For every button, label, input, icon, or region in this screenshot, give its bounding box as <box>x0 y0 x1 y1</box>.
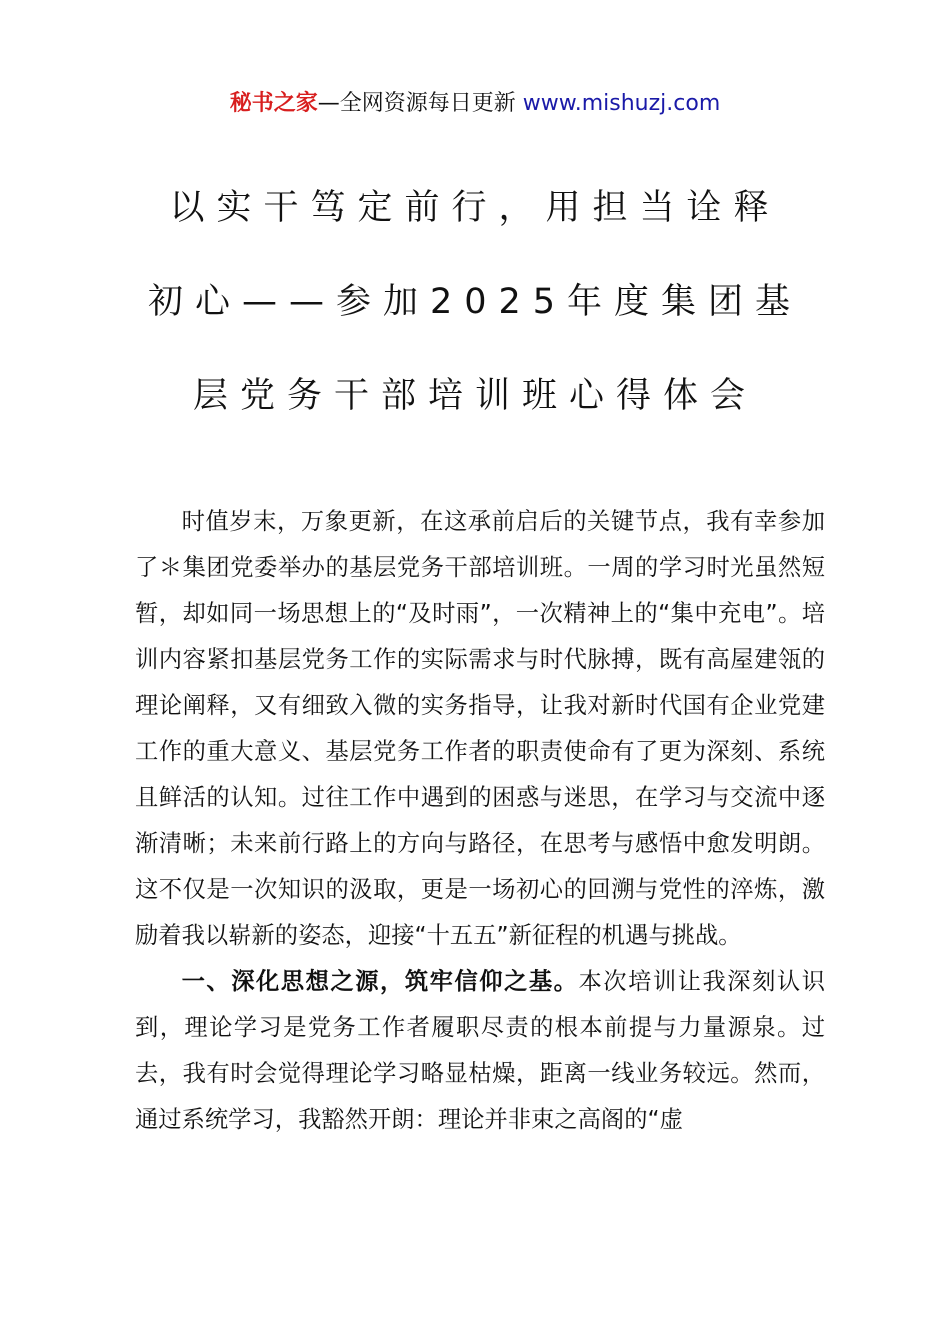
paragraph-intro: 时值岁末，万象更新，在这承前启后的关键节点，我有幸参加了＊集团党委举办的基层党务干部培训班。一周的学习时光虽然短暂，却如同一场思想上的“及时雨”，一次精神上的“集中充电”。培训内容紧扣基层党务工作的实际需求与时代脉搏，既有高屋建瓴的理论阐释，又有细致入微的实务指导，让我对新时代国有企业党建工作的重大意义、基层党务工作者的职责使命有了更为深刻、系统且鲜活的认知。过往工作中遇到的困惑与迷思，在学习与交流中逐渐清晰；未来前行路上的方向与路径，在思考与感悟中愈发明朗。这不仅是一次知识的汲取，更是一场初心的回溯与党性的淬炼，激励着我以崭新的姿态，迎接“十五五”新征程的机遇与挑战。 <box>135 508 825 949</box>
section-1-heading: 一、深化思想之源，筑牢信仰之基。 <box>181 968 579 995</box>
title-line-1: 以实干笃定前行，用担当诠释 <box>169 188 781 228</box>
site-header <box>0 88 950 120</box>
document-title <box>0 185 950 467</box>
section-1-text: 本次培训让我深刻认识到，理论学习是党务工作者履职尽责的根本前提与力量源泉。过去，我有时会觉得理论学习略显枯燥，距离一线业务较远。然而，通过系统学习，我豁然开朗：理论并非束之高阁的“虚 <box>135 968 826 1133</box>
site-url-link[interactable]: www.mishuzj.com <box>522 91 721 116</box>
site-brand: 秘书之家 <box>229 91 318 116</box>
title-line-3: 层党务干部培训班心得体会 <box>192 376 757 416</box>
site-tagline: —全网资源每日更新 <box>317 91 516 116</box>
document-body <box>135 499 825 1143</box>
title-line-2: 初心——参加2025年度集团基 <box>147 282 803 322</box>
paragraph-section-1 <box>135 959 825 1143</box>
